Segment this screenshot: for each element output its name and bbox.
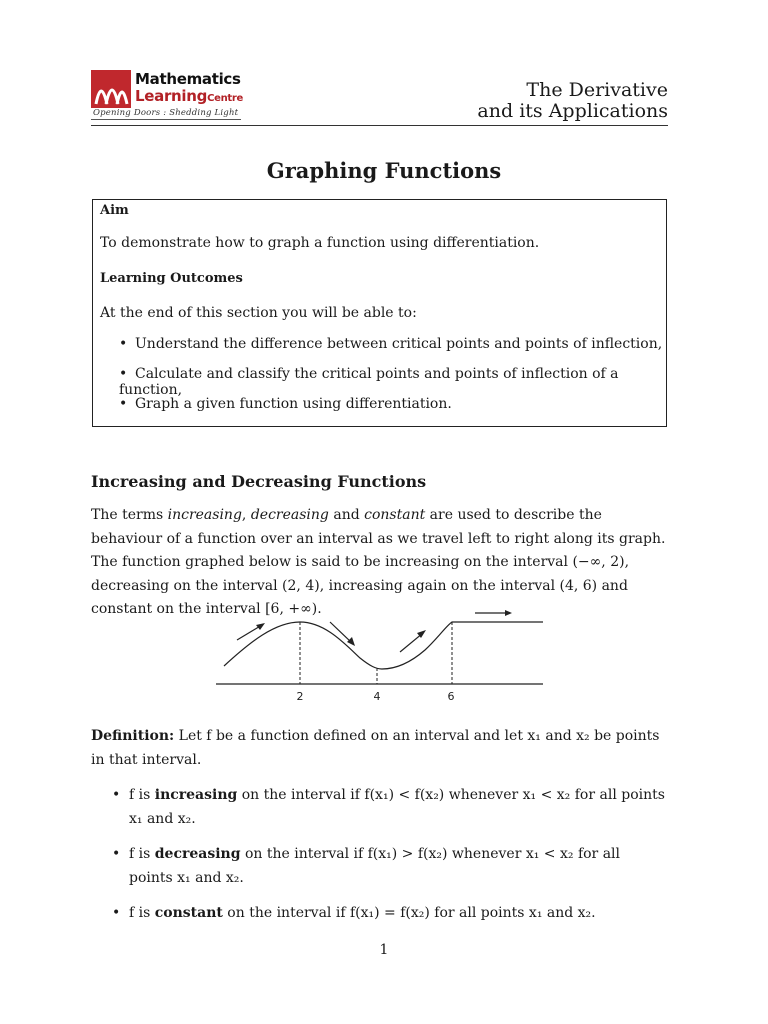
term-increasing: increasing: [167, 507, 242, 523]
bullet-icon: •: [112, 846, 121, 862]
page-title: Graphing Functions: [266, 158, 502, 183]
definition-bullet: [112, 901, 668, 925]
definition-label: Definition:: [91, 728, 175, 744]
outcomes-heading: Learning Outcomes: [100, 271, 243, 286]
outcomes-intro: At the end of this section you will be able to:: [100, 305, 417, 321]
para-text: The terms: [91, 507, 168, 523]
aim-box: [92, 199, 667, 427]
bullet-icon: •: [112, 787, 121, 803]
constant-arrow-icon: [475, 610, 512, 616]
header-title-line2: and its Applications: [477, 100, 668, 122]
logo-line2-small: Centre: [207, 93, 244, 104]
logo-emblem: [91, 70, 131, 108]
bullet-icon: •: [119, 336, 128, 352]
header-title-line1: The Derivative: [526, 79, 668, 101]
logo-arches-icon: [91, 70, 131, 108]
definition-text: Let f be a function defined on an interval and let x₁ and x₂ be points in that interval.: [91, 728, 660, 768]
outcome-text: Calculate and classify the critical points and points of inflection of a function,: [119, 366, 619, 398]
increasing-arrow-icon: [237, 623, 265, 640]
aim-text: To demonstrate how to graph a function using differentiation.: [100, 235, 540, 251]
tick-label: 4: [373, 690, 381, 703]
definition-paragraph: [91, 725, 671, 772]
increasing-arrow-icon: [400, 630, 426, 652]
bullet-text: on the interval if f(x₁) = f(x₂) for all points x₁ and x₂.: [222, 905, 596, 921]
definition-bullet: [112, 842, 668, 890]
outcome-text: Graph a given function using differentiation.: [135, 396, 452, 412]
logo-line1: Mathematics: [135, 70, 241, 88]
bullet-text: on the interval if f(x₁) > f(x₂) whenever x₁ < x₂ for all points x₁ and x₂.: [129, 846, 620, 886]
tick-label: 6: [447, 690, 455, 703]
outcome-item: [119, 366, 666, 398]
aim-heading: Aim: [100, 203, 129, 218]
header-divider: [91, 125, 668, 126]
logo-line2: [135, 87, 243, 105]
bullet-text: f is: [129, 787, 155, 803]
definition-bullet: [112, 783, 668, 831]
outcome-item: [119, 396, 452, 412]
function-graph-svg: [210, 600, 550, 705]
bullet-icon: •: [119, 396, 128, 412]
bullet-text: f is: [129, 905, 155, 921]
header-title: [477, 80, 668, 122]
logo-line2-main: Learning: [135, 87, 208, 105]
term-decreasing: decreasing: [250, 507, 329, 523]
outcome-item: [119, 336, 662, 352]
para-text: and: [328, 507, 365, 523]
logo-underline: [91, 119, 241, 120]
para-text: are used to describe the behaviour of a function over an interval as we travel left to right along its graph. The function graphed below is said to be increasing on the interval (−∞, 2), decreasing on the interval (2, 4), increasing again on the interval (4, 6) and constant on the interval [6, +∞).: [91, 507, 666, 617]
outcome-text: Understand the difference between critical points and points of inflection,: [135, 336, 663, 352]
bullet-icon: •: [112, 905, 121, 921]
bullet-term: decreasing: [154, 846, 241, 862]
bullet-text: on the interval if f(x₁) < f(x₂) whenever x₁ < x₂ for all points x₁ and x₂.: [129, 787, 665, 827]
para-text: ,: [241, 507, 251, 523]
mathematics-learning-centre-logo: [91, 70, 259, 120]
bullet-term: increasing: [154, 787, 238, 803]
function-curve: [224, 622, 543, 669]
section-heading: Increasing and Decreasing Functions: [91, 472, 427, 491]
function-graph: [210, 600, 550, 709]
page-number: 1: [379, 942, 389, 958]
bullet-term: constant: [154, 905, 223, 921]
bullet-text: f is: [129, 846, 155, 862]
term-constant: constant: [364, 507, 426, 523]
tick-label: 2: [296, 690, 304, 703]
bullet-icon: •: [119, 366, 128, 382]
logo-tagline: Opening Doors : Shedding Light: [93, 108, 239, 118]
